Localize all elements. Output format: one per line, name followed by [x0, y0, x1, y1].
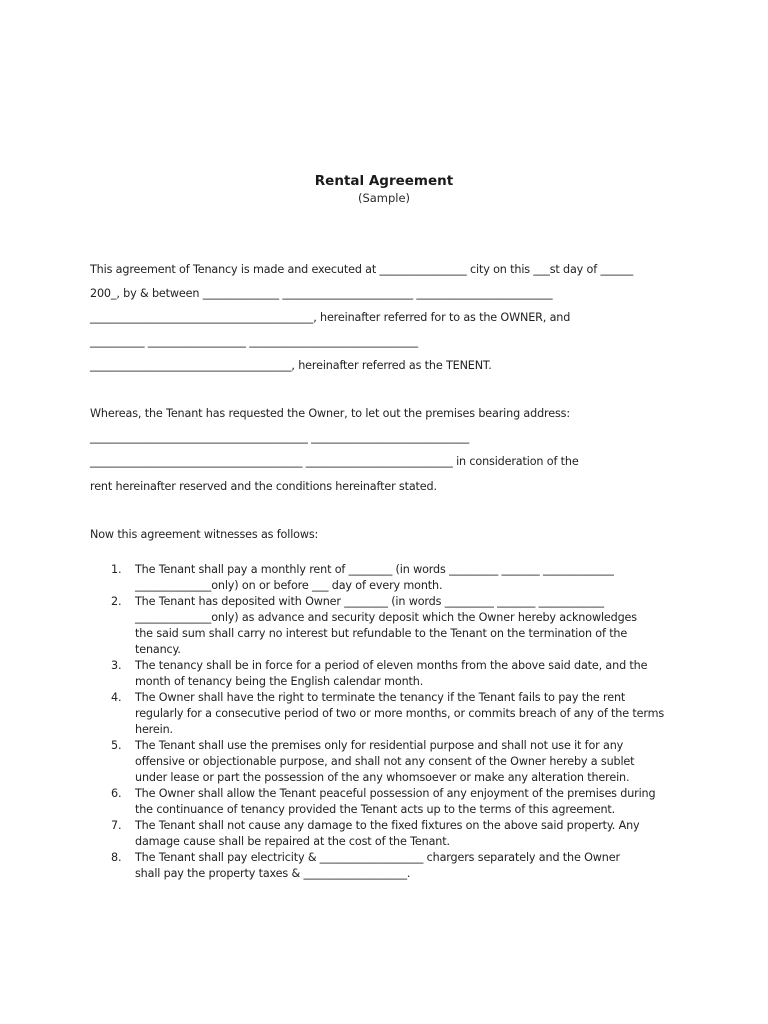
clause-item — [90, 690, 690, 738]
clause-item — [90, 786, 690, 818]
clause-text: The Owner shall allow the Tenant peaceful possession of any enjoyment of the premises during the continuance of tenancy provided the Tenant acts up to the terms of this agreement. — [135, 787, 656, 816]
clause-item — [90, 850, 690, 882]
whereas-line: ________________________________________ _____________________________ — [90, 431, 470, 444]
clause-text: The Tenant shall not cause any damage to the fixed fixtures on the above said property. Any damage cause shall be repaired at the cost of the Tenant. — [135, 819, 640, 848]
clause-item — [90, 658, 690, 690]
clause-number: 5. — [111, 739, 122, 752]
clause-number: 4. — [111, 691, 122, 704]
whereas-line: rent hereinafter reserved and the conditions hereinafter stated. — [90, 480, 437, 493]
clause-text: The Tenant shall use the premises only for residential purpose and shall not use it for any offensive or objectionable purpose, and shall not any consent of the Owner hereby a sublet under lease or part the possession of the any whomsoever or make any alteration therein. — [135, 739, 635, 784]
clause-text: The Tenant shall pay a monthly rent of ________ (in words _________ _______ _____________ ______________only) on or before ___ day of every month. — [135, 563, 614, 592]
clause-item — [90, 594, 690, 658]
clause-text: The tenancy shall be in force for a period of eleven months from the above said date, and the month of tenancy being the English calendar month. — [135, 659, 648, 688]
clause-text: The Tenant shall pay electricity & ___________________ chargers separately and the Owner shall pay the property taxes & ___________________. — [135, 851, 620, 880]
clause-number: 7. — [111, 819, 122, 832]
clause-number: 2. — [111, 595, 122, 608]
clause-item — [90, 738, 690, 786]
clause-number: 1. — [111, 563, 122, 576]
clause-number: 8. — [111, 851, 122, 864]
clause-text: The Tenant has deposited with Owner ________ (in words _________ _______ ____________ ______________only) as advance and security deposit which the Owner hereby acknowledges the said sum shall carry no interest but refundable to the Tenant on the termination of the tenancy. — [135, 595, 637, 656]
clause-text: The Owner shall have the right to terminate the tenancy if the Tenant fails to pay the rent regularly for a consecutive period of two or more months, or commits breach of any of the terms herein. — [135, 691, 665, 736]
clause-number: 6. — [111, 787, 122, 800]
intro-line: _____________________________________, hereinafter referred as the TENENT. — [90, 359, 492, 372]
intro-line: _________________________________________, hereinafter referred for to as the OWNER, and — [90, 311, 571, 324]
whereas-line: Whereas, the Tenant has requested the Owner, to let out the premises bearing address: — [90, 407, 570, 420]
clause-item — [90, 818, 690, 850]
intro-line: __________ __________________ _______________________________ — [90, 335, 418, 348]
clause-number: 3. — [111, 659, 122, 672]
witness-heading: Now this agreement witnesses as follows: — [90, 528, 319, 541]
clause-list — [90, 562, 690, 882]
whereas-line: _______________________________________ ___________________________ in consideration of the — [90, 455, 579, 468]
intro-line: This agreement of Tenancy is made and executed at ________________ city on this ___st day of ______ — [90, 263, 634, 276]
document-title: Rental Agreement — [314, 173, 454, 189]
intro-line: 200_, by & between ______________ ________________________ _________________________ — [90, 287, 553, 300]
clause-item — [90, 562, 690, 594]
document-subtitle: (Sample) — [357, 191, 411, 205]
